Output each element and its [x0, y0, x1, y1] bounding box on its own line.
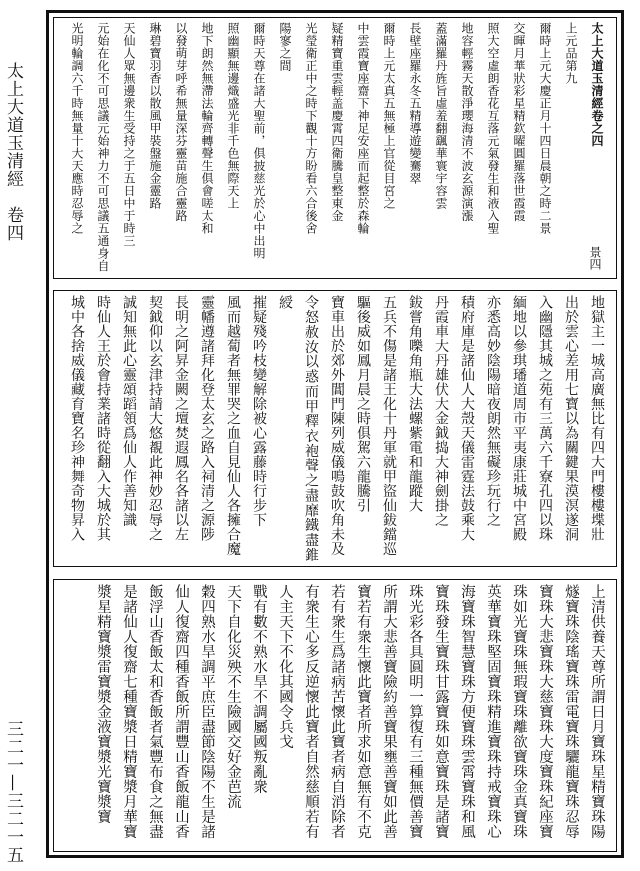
- register-bottom-text: [90, 584, 610, 847]
- text-column: 長壁座羅永冬五精導遊變騫翠: [408, 22, 422, 185]
- text-column: 照大空虛朗香花互落元氣發生和液入聖: [486, 22, 500, 235]
- text-column: 上清供養天尊所謂日月寶珠星精寶珠陽: [589, 584, 605, 839]
- text-column: 戰有數不熟水旱不調屬國叛亂衆: [251, 584, 267, 794]
- text-column: 元始在化不可思議元始神力不可思議五通身自: [96, 22, 110, 272]
- text-column: 上元品第九: [564, 22, 578, 85]
- text-column: 疑精寶重雲輕盖慶霄四衛騰皇整東金: [330, 22, 344, 222]
- text-column: 風而越蔔者無罪哭之血自見仙人各擁合魔: [225, 295, 241, 556]
- text-column: 寶車出於郊外閶門陳列威儀鳴鼓吹角未及: [329, 295, 345, 556]
- text-column: 太上大道玉清經卷之四: [590, 22, 604, 147]
- text-column: 漿星精寶漿雷寶漿金液寶漿光寶漿寶: [95, 584, 111, 824]
- text-column: 光瑩衛正中之時下觀十方盼看六合後舍: [304, 22, 318, 235]
- text-column: 長明之阿昇金闕之壇焚遐鳳名各諸以左: [173, 295, 189, 542]
- text-column: 鈸嘗角嚛角瓶大法螺紫電和龍蹤大: [407, 295, 423, 513]
- text-column: 亦悉高妙陰陽暗夜朗然無礙珍玩行之: [485, 295, 501, 527]
- text-column: 摧疑殘吟枝變解除被心露藤時行步下: [251, 295, 267, 527]
- text-column: 地容輕霧天散淨瓔海清不波玄源演漲: [460, 22, 474, 222]
- text-column: 靈幡遵諸拜化登太玄之路入祠清之源陟: [199, 295, 215, 542]
- text-column: 爾時天尊在諸大聖前，俱披慈光於心中出明: [252, 22, 266, 260]
- text-column: 契鉞仰以玄津持請大悠覩此神妙忍辱之: [147, 295, 163, 542]
- text-column: 入幽隱其城之苑有三萬六千寮孔四以珠: [537, 295, 553, 542]
- text-column: 有衆生心多反逆懷此寶者自然慈順若有: [303, 584, 319, 839]
- text-column: 地下朗然無滯法輪齊轉聲生俱會嗟太和: [200, 22, 214, 235]
- text-column: 交暉月華狀彩星精欽曜圓羅落世霞霞: [512, 22, 526, 222]
- text-column: 珠光彩各具圓明一算復有三種無價善寶: [407, 584, 423, 839]
- text-column: 陽寥之間: [278, 22, 292, 72]
- text-column: 爾時上元大慶正月十四日晨朝之時二景: [538, 22, 552, 235]
- text-column: 天下自化災殃不生險國交好金芭流: [225, 584, 241, 809]
- text-column: 丹霞車大丹雄伏大金鉞捣大神劍掛之: [433, 295, 449, 527]
- margin-page-number: 三二一—三二一五: [3, 720, 23, 864]
- text-column: 寶珠發生寶珠甘露寶珠如意寶珠是諸寶: [433, 584, 449, 839]
- text-column: 所謂大悲善寶險約善寶果壅善寶如此善: [381, 584, 397, 839]
- text-column: 蓋滿羅丹旌旨虛羞翻颻華寰宇容雲: [434, 22, 448, 210]
- text-column: 寶珠大悲寶珠大慈寶珠大度寶珠紀座寶: [537, 584, 553, 839]
- text-column: 寶若有衆生懷此寶者所求如意無有不克: [355, 584, 371, 839]
- text-column: 人主天下不化其國令兵戈: [277, 584, 293, 749]
- text-column: 積府庫是諸仙人大殼天儀雷霆法鼓乘大: [459, 295, 475, 542]
- text-column: 英華寶珠堅固寶珠精進寶珠持戒寶珠心: [485, 584, 501, 839]
- text-column: 若有衆生爲諸病苦懷此寶者病自消除者: [329, 584, 345, 839]
- register-bottom: [53, 579, 617, 852]
- text-column: 珠如光寶珠無瑕寶珠離欲寶珠金真寶珠: [511, 584, 527, 839]
- text-column: 誠知無此心靈頌蹈領爲仙人作善知識: [121, 295, 137, 527]
- text-column: 飯浮山香飯太和香飯者氣豐布食之無盡: [147, 584, 163, 839]
- register-middle: [53, 290, 617, 567]
- text-column: 是諸仙人復齋七種寶漿日精寶漿月華寶: [121, 584, 137, 839]
- register-top-text: [64, 22, 610, 274]
- text-column: 穀四熟水旱調平庶臣盡節陰陽不生是諸: [199, 584, 215, 839]
- text-column: 天仙人眾無邊衆生受持之于五日中于時三: [122, 22, 136, 247]
- text-column: 爾時上元太真五無極上官從目宮之: [382, 22, 396, 210]
- text-column: 驅後威如鳳月晨之時俱駕六龍騰引: [355, 295, 371, 513]
- text-column: 光明輪調六千時無量十大天應時忍辱之: [70, 22, 84, 235]
- text-column: 中雲霞寶座齋下神足安座而起整於森輪: [356, 22, 370, 235]
- register-top: [53, 17, 617, 279]
- text-column: 以發萌芽呼希無量深芬靈苗施合靈路: [174, 22, 188, 222]
- text-column: 照幽顯無邊熾盛光非千色無際天上: [226, 22, 240, 210]
- text-column: 地獄主一城高廣無比有四大門樓樓堞壯: [589, 295, 605, 542]
- text-column: 琳碧寶羽香以散風甲裝盤施金靈路: [148, 22, 162, 210]
- text-column: 出於雲心差用七寶以為關鍵果漠溟遂洞: [563, 295, 579, 542]
- text-column: 五兵不傷是諸王化十丹軍就甲盜仙鈸鐺巡: [381, 295, 397, 556]
- sheet-number: 景四: [588, 246, 602, 270]
- text-column: 時仙人王於會持業諸時從翻入大城於其: [95, 295, 111, 542]
- text-column: 城中各捨威儀藏育寶名珍神舞奇物昇入: [69, 295, 85, 542]
- margin-book-title: 太上大道玉清經 卷四: [3, 62, 23, 242]
- text-column: 令怒赦汝以惑而甲釋衣袍聲之盡靡鐵盡錐綬: [277, 295, 319, 562]
- register-middle-text: [64, 295, 610, 562]
- text-column: 燧寶珠陰瑤寶珠雷電寶珠驪龍寶珠忍辱: [563, 584, 579, 839]
- text-column: 緬地以參琪璠道周市平夷康莊城中宮殿: [511, 295, 527, 542]
- text-column: 仙人復齋四種香飯所謂豐山香飯龍山香: [173, 584, 189, 839]
- text-column: 海寶珠智慧寶珠方便寶珠雲霄寶珠和風: [459, 584, 475, 839]
